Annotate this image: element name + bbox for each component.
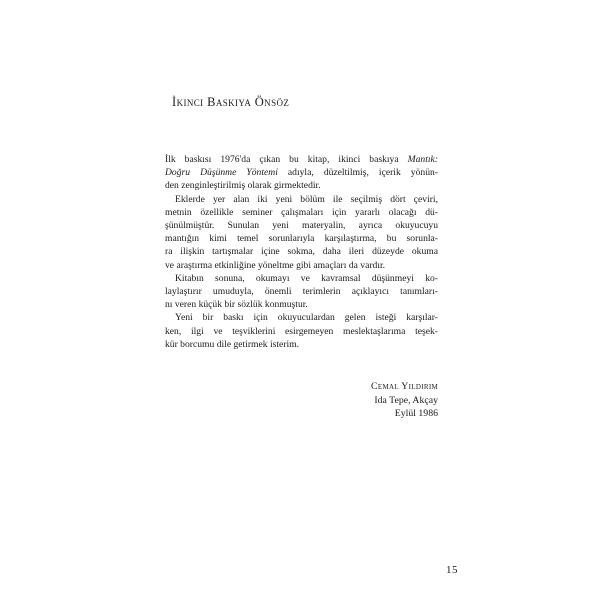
- body-line: ken, ilgi ve teşviklerini esirgemeyen meslektaşlarıma teşek-: [165, 325, 438, 337]
- signature-place: Ida Tepe, Akçay: [374, 394, 438, 406]
- body-line: Eklerde yer alan iki yeni bölüm ile seçilmiş dört çeviri,: [175, 193, 438, 205]
- body-line: Doğru Düşünme Yöntemi adıyla, düzeltilmiş, içerik yönün-: [165, 167, 438, 179]
- preface-heading: İkinci Baskıya Önsöz: [172, 95, 290, 109]
- body-line: nı veren küçük bir sözlük konmuştur.: [165, 299, 308, 311]
- body-line: kür borcumu dile getirmek isterim.: [165, 338, 300, 350]
- body-line: metnin özellikle seminer çalışmaları için yararlı olacağı dü-: [165, 206, 438, 218]
- signature-date: Eylül 1986: [394, 408, 438, 420]
- body-line: laylaştırır umuduyla, önemli terimlerin açıklayıcı tanımları-: [165, 286, 438, 298]
- signature-block: [371, 380, 438, 421]
- body-line: şünülmüştür. Sunulan yeni materyalin, ayrıca okuyucuyu: [165, 220, 438, 232]
- body-line: İlk baskısı 1976'da çıkan bu kitap, ikinci baskıya Mantık:: [165, 154, 438, 165]
- author-name: Cemal Yıldırım: [371, 381, 438, 392]
- body-line: Kitabın sonuna, okumayı ve kavramsal düşünmeyi ko-: [175, 272, 438, 284]
- body-line: den zenginleştirilmiş olarak girmektedir.: [165, 180, 321, 192]
- page-number: 15: [446, 564, 458, 576]
- preface-body: [165, 153, 438, 351]
- body-line: ve araştırma etkinliğine yöneltme gibi amaçları da vardır.: [165, 259, 386, 271]
- body-line: ra ilişkin tartışmalar içine sokma, daha ileri düzeyde okuma: [165, 246, 438, 258]
- body-line: Yeni bir baskı için okuyuculardan gelen isteği karşılar-: [175, 312, 438, 324]
- body-line: mantığın kimi temel sorunlarıyla karşılaştırma, bu sorunla-: [165, 233, 438, 245]
